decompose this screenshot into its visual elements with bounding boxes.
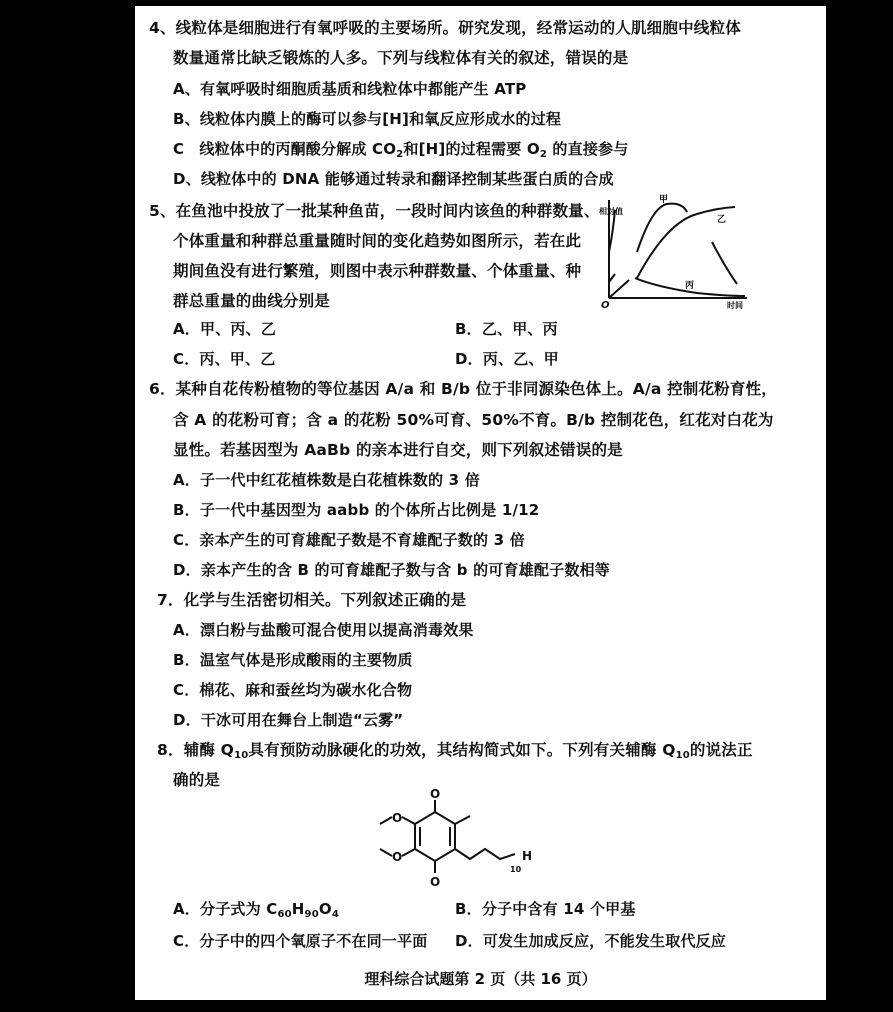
q5-stem-line-1: 5、在鱼池中投放了一批某种鱼苗，一段时间内该鱼的种群数量、 bbox=[149, 202, 600, 220]
q4-option-a: A、有氧呼吸时细胞质基质和线粒体中都能产生 ATP bbox=[173, 80, 527, 98]
q4-option-b: B、线粒体内膜上的酶可以参与[H]和氧反应形成水的过程 bbox=[173, 110, 562, 128]
q8-option-d: D．可发生加成反应，不能发生取代反应 bbox=[455, 932, 727, 950]
q7-option-a: A．漂白粉与盐酸可混合使用以提高消毒效果 bbox=[173, 621, 474, 639]
q8-option-a: A．分子式为 $C_{60}H_{90}O_4$ bbox=[173, 900, 339, 920]
atom-o-bottom: O bbox=[430, 875, 441, 889]
q6-option-b: B．子一代中基因型为 aabb 的个体所占比例是 1/12 bbox=[173, 501, 540, 519]
q5-option-b: B．乙、甲、丙 bbox=[455, 320, 558, 338]
atom-o-top: O bbox=[430, 787, 441, 801]
atom-h: H bbox=[522, 849, 533, 863]
atom-o-methoxy-2: O bbox=[392, 850, 403, 864]
q7-option-b: B．温室气体是形成酸雨的主要物质 bbox=[173, 651, 413, 669]
q5-option-a: A．甲、丙、乙 bbox=[173, 320, 277, 338]
coenzyme-q10-structure bbox=[340, 784, 540, 894]
graph-y-label: 相对值 bbox=[599, 207, 623, 216]
curve-label-yi: 乙 bbox=[717, 215, 727, 225]
graph-origin: O bbox=[601, 300, 610, 311]
population-curve-graph bbox=[597, 192, 757, 312]
q6-option-d: D．亲本产生的含 B 的可育雄配子数与含 b 的可育雄配子数相等 bbox=[173, 561, 610, 579]
curve-label-bing: 丙 bbox=[685, 281, 695, 291]
q4-stem-line-1: 4、线粒体是细胞进行有氧呼吸的主要场所。研究发现，经常运动的人肌细胞中线粒体 bbox=[149, 19, 741, 37]
q5-option-c: C．丙、甲、乙 bbox=[173, 350, 276, 368]
q4-stem-line-2: 数量通常比缺乏锻炼的人多。下列与线粒体有关的叙述，错误的是 bbox=[173, 49, 629, 67]
q5-stem-line-3: 期间鱼没有进行繁殖，则图中表示种群数量、个体重量、种 bbox=[173, 262, 582, 280]
curve-label-jia: 甲 bbox=[659, 195, 669, 205]
q5-stem-line-4: 群总重量的曲线分别是 bbox=[173, 292, 331, 310]
page-footer: 理科综合试题第 2 页（共 16 页） bbox=[364, 970, 597, 988]
graph-x-label: 时间 bbox=[727, 301, 743, 310]
q6-stem-line-1: 6．某种自花传粉植物的等位基因 A/a 和 B/b 位于非同源染色体上。A/a 控制花粉育性， bbox=[149, 380, 777, 398]
q6-stem-line-2: 含 A 的花粉可育；含 a 的花粉 50%可育、50%不育。B/b 控制花色，红花对白花为 bbox=[173, 411, 774, 429]
q8-stem-line-2: 确的是 bbox=[173, 771, 221, 789]
q6-option-a: A．子一代中红花植株数是白花植株数的 3 倍 bbox=[173, 471, 480, 489]
q7-stem: 7．化学与生活密切相关。下列叙述正确的是 bbox=[157, 591, 467, 609]
q6-option-c: C．亲本产生的可育雄配子数是不育雄配子数的 3 倍 bbox=[173, 531, 525, 549]
q4-option-c: C 线粒体中的丙酮酸分解成 $CO_2$和[H]的过程需要 $O_2$ 的直接参与 bbox=[173, 140, 629, 160]
q8-stem-line-1: 8．辅酶 $Q_{10}$具有预防动脉硬化的功效，其结构简式如下。下列有关辅酶 $Q_{10}$的说法正 bbox=[157, 741, 753, 761]
q7-option-d: D．干冰可用在舞台上制造“云雾” bbox=[173, 711, 404, 729]
q4-option-d: D、线粒体中的 DNA 能够通过转录和翻译控制某些蛋白质的合成 bbox=[173, 170, 614, 188]
q7-option-c: C．棉花、麻和蚕丝均为碳水化合物 bbox=[173, 681, 413, 699]
repeat-subscript: 10 bbox=[510, 865, 522, 874]
q8-option-b: B．分子中含有 14 个甲基 bbox=[455, 900, 636, 918]
q5-stem-line-2: 个体重量和种群总重量随时间的变化趋势如图所示，若在此 bbox=[173, 232, 582, 250]
q6-stem-line-3: 显性。若基因型为 AaBb 的亲本进行自交，则下列叙述错误的是 bbox=[173, 441, 623, 459]
exam-page bbox=[135, 6, 826, 1000]
q8-option-c: C．分子中的四个氧原子不在同一平面 bbox=[173, 932, 428, 950]
q5-option-d: D．丙、乙、甲 bbox=[455, 350, 559, 368]
atom-o-methoxy-1: O bbox=[392, 811, 403, 825]
